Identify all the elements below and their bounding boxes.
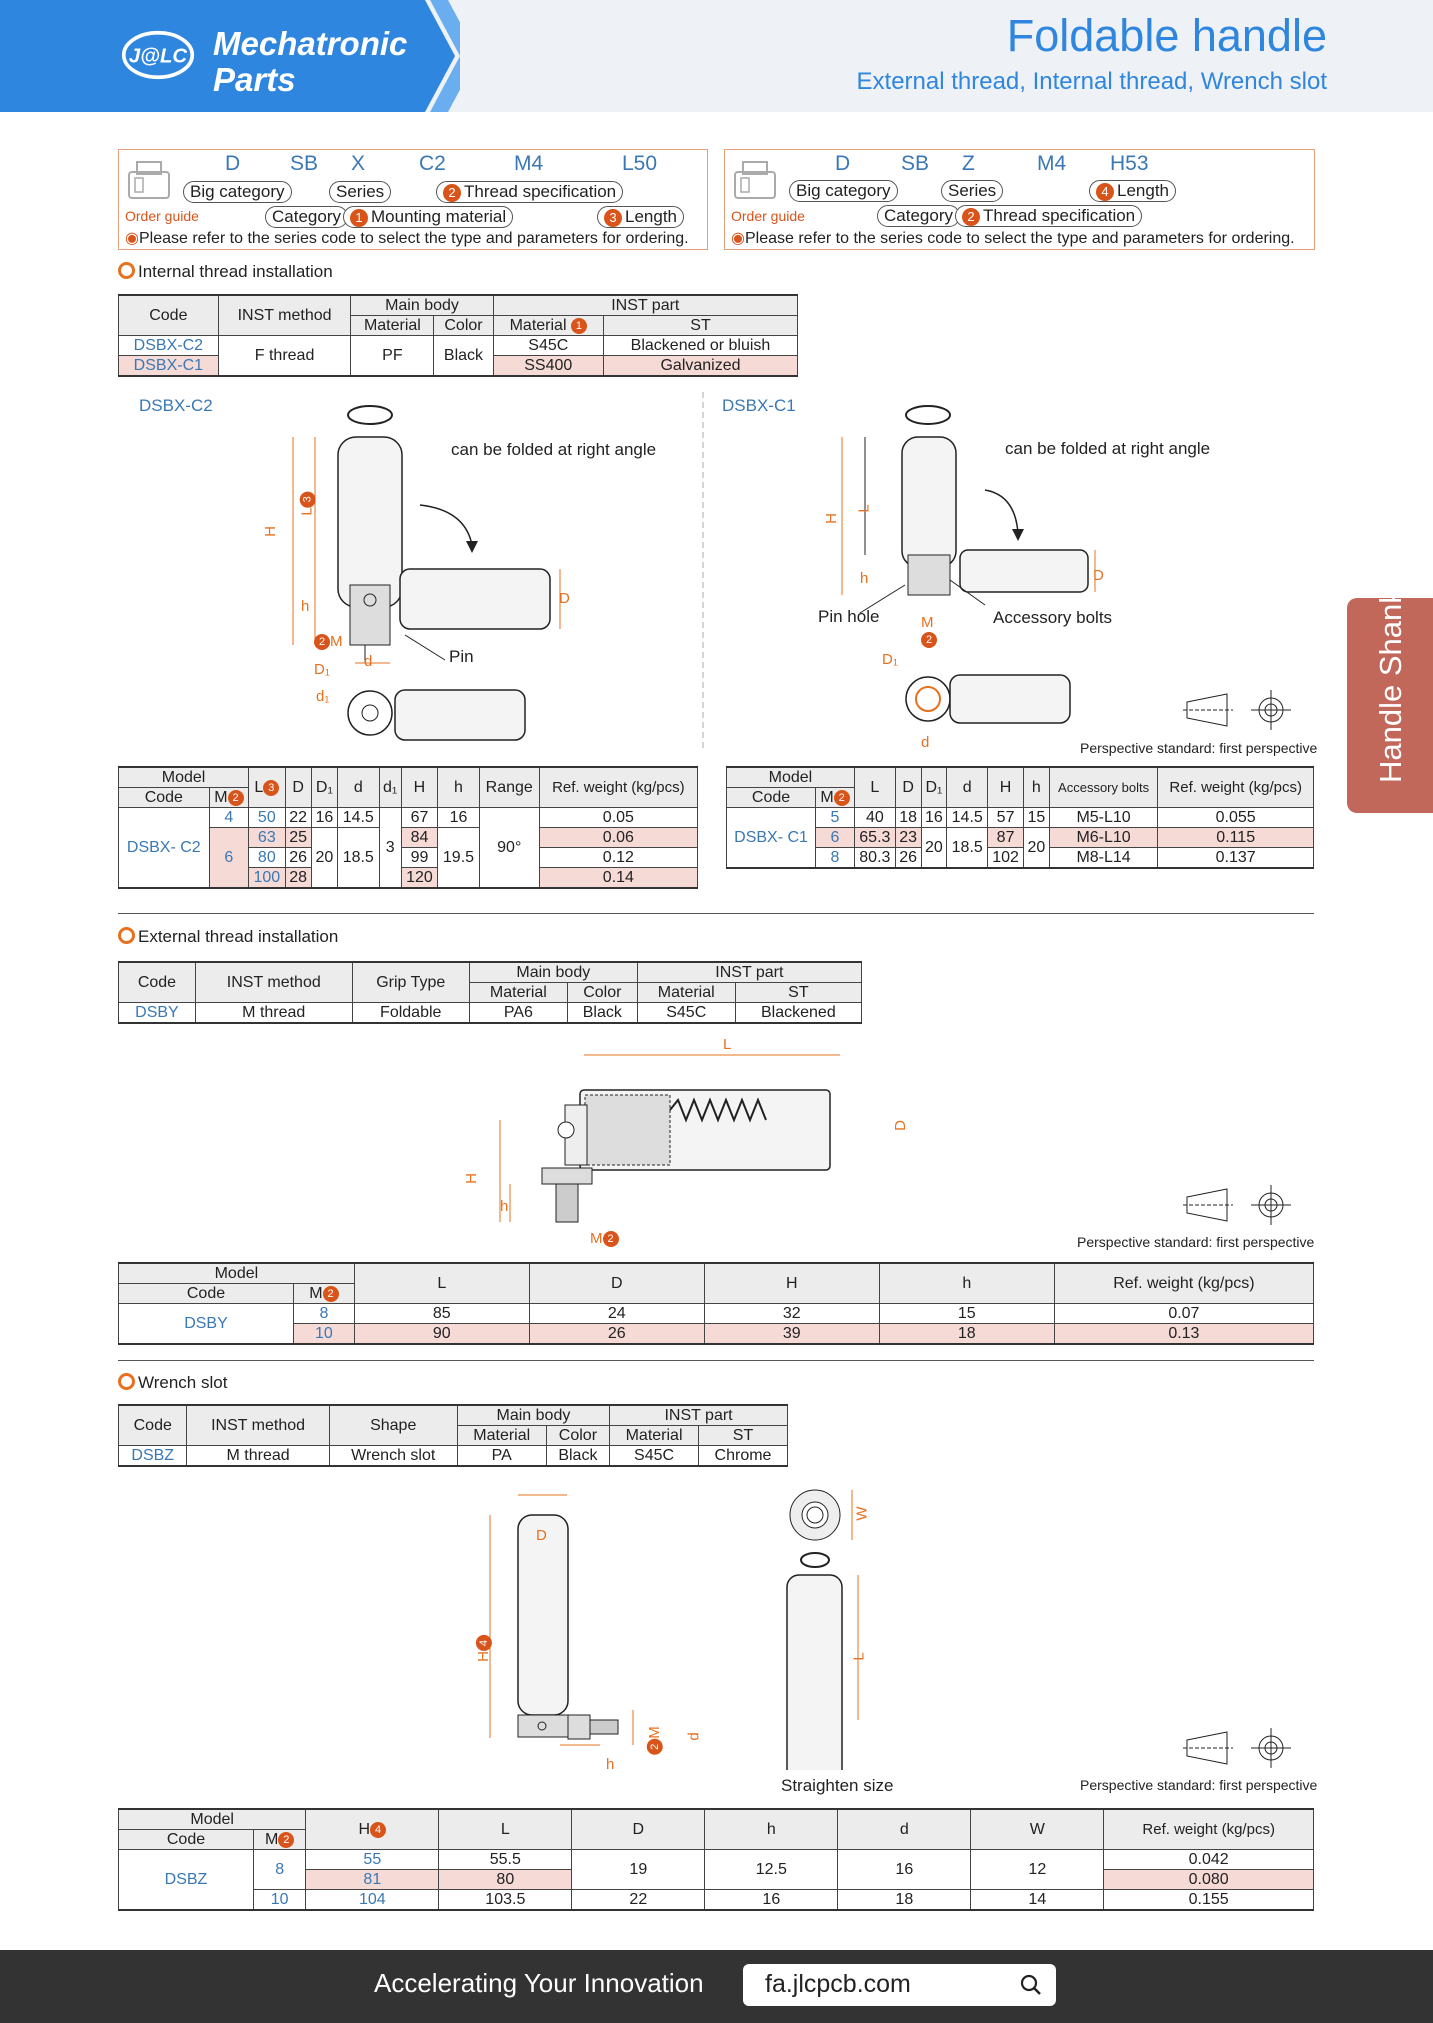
og2-code-d: D [835,152,851,175]
cell-D: 18 [895,808,921,828]
cell-d1: 3 [379,808,401,889]
og-code-d: D [225,152,241,175]
label-pin: Pin [449,647,474,666]
cell-inst: F thread [218,336,351,377]
og2-length: 4 Length [1089,180,1176,202]
cell-bolts: M6-L10 [1049,828,1158,848]
th-material2: Material [610,1426,699,1446]
th-h: h [438,767,480,808]
th-H: H [704,1263,879,1304]
th-d: d [947,767,988,808]
th-grip: Grip Type [352,962,469,1003]
og-code-l50: L50 [622,152,658,175]
og2-label: Order guide [731,208,805,224]
dim-D-dsby: D [891,1120,909,1131]
dim-D1-c1: D₁ [882,651,898,668]
cell-w: 0.137 [1158,848,1314,869]
th-L: L 3 [249,767,285,808]
projection-symbol-icon [1183,1728,1303,1768]
dim-h-dsby: h [500,1198,509,1215]
th-H: H [401,767,437,808]
cell-l: 80 [249,848,285,868]
section-wrench: Wrench slot [118,1373,227,1393]
th-m: M 2 [209,788,248,808]
cell-w: 0.115 [1158,828,1314,848]
cell-m: 8 [816,848,855,869]
dim-d-c2: d [364,653,373,670]
cell-l: 63 [249,828,285,848]
th-D1: D₁ [311,767,337,808]
th-D: D [572,1809,705,1850]
cell-grip: Foldable [352,1003,469,1024]
drawing-dsbx-c2 [260,395,590,755]
dim-h-dsbz: h [606,1756,615,1773]
cell-m: 10 [254,1890,306,1911]
th-weight: Ref. weight (kg/pcs) [1104,1809,1314,1850]
cell-w: 0.13 [1054,1324,1313,1345]
th-weight: Ref. weight (kg/pcs) [1054,1263,1313,1304]
cell-D1: 20 [921,828,947,869]
dim-W-dsbz: W [853,1506,871,1521]
cell-mat2: S45C [637,1003,735,1024]
section-external: External thread installation [118,927,338,947]
th-range: Range [479,767,539,808]
section-divider [118,1360,1314,1361]
cell-inst: M thread [195,1003,352,1024]
cell-mat2: S45C [493,336,603,356]
dsbx-c2-table [118,766,698,889]
th-material2: Material 1 [493,316,603,336]
footer-url-box[interactable] [743,1964,1056,2006]
side-tab-handle-shank[interactable] [1347,588,1433,813]
th-main: Main body [457,1405,609,1426]
th-m: M 2 [294,1284,355,1304]
og-num-3: 3 [604,209,622,227]
dim-D-c1: D [1093,567,1104,584]
cell-bolts: M8-L14 [1049,848,1158,869]
section-divider [118,913,1314,914]
cell-st: Galvanized [604,356,798,377]
cell-W: 14 [971,1890,1104,1911]
th-H: H [988,767,1024,808]
th-inst: INST method [187,1405,329,1446]
cell-h: 18 [879,1324,1054,1345]
th-bolts: Accessory bolts [1049,767,1158,808]
footer-url: fa.jlcpcb.com [765,1970,911,1998]
th-h: h [705,1809,838,1850]
dim-M-c2: 2 M [314,633,343,650]
cell-st: Blackened [735,1003,861,1024]
dim-L-dsby: L [723,1036,732,1053]
cell-w: 0.042 [1104,1850,1314,1870]
cell-L: 55.5 [439,1850,572,1870]
cell-m: 6 [816,828,855,848]
th-d: d [337,767,379,808]
th-main: Main body [469,962,637,983]
internal-spec-table [118,294,798,377]
dim-H-c1: H [822,513,840,524]
cell-H: 55 [306,1850,439,1870]
cell-L: 90 [354,1324,529,1345]
cell-D1: 16 [921,808,947,828]
cell-shape: Wrench slot [329,1446,457,1467]
cell-code: DSBZ [119,1446,187,1467]
og2-category: Category [877,205,960,227]
cell-H: 67 [401,808,437,828]
cell-l: 50 [249,808,285,828]
th-d: d [838,1809,971,1850]
perspective-note-3: Perspective standard: first perspective [1080,1777,1318,1793]
cell-material: PF [351,336,434,377]
cell-h: 15 [1024,808,1050,828]
th-m: M 2 [254,1830,306,1850]
dim-M-dsby: M 2 [590,1230,619,1247]
cell-H: 87 [988,828,1024,848]
cell-H: 81 [306,1870,439,1890]
cell-m: 8 [294,1304,355,1324]
cell-material: PA6 [469,1003,567,1024]
footer-slogan: Accelerating Your Innovation [374,1968,704,1998]
brand-line2: Parts [213,61,296,98]
cell-color: Black [567,1003,637,1024]
th-st: ST [604,316,798,336]
section-bullet-icon [118,262,135,279]
og-num-2: 2 [443,184,461,202]
th-h: h [1024,767,1050,808]
page-title: Foldable handle [1006,10,1327,61]
section-bullet-icon [118,1373,135,1390]
cell-code: DSBX- C1 [727,808,816,869]
cell-l: 100 [249,868,285,889]
cell-code: DSBZ [119,1850,254,1911]
cell-h: 16 [705,1890,838,1911]
search-icon[interactable] [1020,1974,1042,1996]
external-spec-table [118,961,862,1024]
th-H: H 4 [306,1809,439,1850]
fold-note-c1: can be folded at right angle [1005,439,1211,458]
caption-dsbx-c1: DSBX-C1 [722,396,796,415]
jlc-logo [118,30,198,80]
drawing-dsby [460,1050,840,1240]
fax-icon [125,158,175,204]
og-thread-spec: 2 Thread specification [436,181,623,203]
og2-code-m4: M4 [1037,152,1067,175]
cell-w: 0.06 [539,828,697,848]
dim-M-dsbz: 2M [646,1726,663,1755]
th-weight: Ref. weight (kg/pcs) [1158,767,1314,808]
og-series: Series [329,181,391,203]
cell-D: 26 [285,848,311,868]
th-material2: Material [637,983,735,1003]
cell-inst: M thread [187,1446,329,1467]
cell-m: 10 [294,1324,355,1345]
th-L: L [354,1263,529,1304]
cell-mat2: S45C [610,1446,699,1467]
og2-thread-spec: 2 Thread specification [955,205,1142,227]
og2-num-2: 2 [962,208,980,226]
cell-code: DSBX-C1 [119,356,219,377]
section-internal: Internal thread installation [118,262,333,282]
page-subtitle: External thread, Internal thread, Wrench slot [856,68,1327,95]
fax-icon [731,158,781,204]
order-guide-left [118,149,708,250]
cell-D: 23 [895,828,921,848]
label-pin-hole: Pin hole [818,607,880,626]
cell-d: 18.5 [337,828,379,889]
og2-num-4: 4 [1096,183,1114,201]
th-code: Code [119,788,210,808]
caption-dsbx-c2: DSBX-C2 [139,396,213,415]
th-code: Code [119,1405,187,1446]
dim-L-dsbz: L [850,1652,868,1661]
order-guide-right [724,149,1315,250]
og-label: Order guide [125,208,199,224]
dim-L-c1: L [855,504,873,513]
label-accessory-bolts: Accessory bolts [993,608,1113,627]
th-D: D [285,767,311,808]
th-m: M 2 [816,788,855,808]
cell-L: 65.3 [854,828,895,848]
cell-D: 26 [529,1324,704,1345]
th-st: ST [699,1426,788,1446]
cell-d: 14.5 [947,808,988,828]
th-D: D [529,1263,704,1304]
dsbz-table [118,1808,1314,1911]
cell-m: 6 [209,828,248,889]
dim-d-dsbz: d [685,1732,703,1741]
cell-m: 8 [254,1850,306,1890]
dim-D1-c2: D₁ [314,661,330,678]
cell-L: 40 [854,808,895,828]
cell-H: 99 [401,848,437,868]
dim-H-dsby: H [462,1173,480,1184]
cell-code: DSBX-C2 [119,336,219,356]
cell-D: 26 [895,848,921,869]
og2-code-z: Z [962,152,975,175]
th-inst: INST method [195,962,352,1003]
cell-L: 85 [354,1304,529,1324]
th-color: Color [546,1426,609,1446]
th-color: Color [434,316,493,336]
th-color: Color [567,983,637,1003]
svg-text:J@LC: J@LC [128,45,188,68]
cell-H: 39 [704,1324,879,1345]
dim-D-dsbz: D [536,1527,547,1544]
cell-L: 80 [439,1870,572,1890]
cell-h: 19.5 [438,828,480,889]
cell-h: 12.5 [705,1850,838,1890]
th-h: h [879,1263,1054,1304]
og2-big-category: Big category [789,180,898,202]
cell-m: 5 [816,808,855,828]
og-note: ◉Please refer to the series code to select the type and parameters for ordering. [125,230,689,247]
cell-w: 0.07 [1054,1304,1313,1324]
drawing-dsbz [470,1480,890,1770]
th-material: Material [469,983,567,1003]
th-D: D [895,767,921,808]
cell-st: Blackened or bluish [604,336,798,356]
cell-bolts: M5-L10 [1049,808,1158,828]
cell-H: 104 [306,1890,439,1911]
projection-symbol-icon [1183,690,1303,730]
cell-W: 12 [971,1850,1104,1890]
cell-st: Chrome [699,1446,788,1467]
dim-D-c2: D [559,590,570,607]
cell-D: 19 [572,1850,705,1890]
cell-D: 22 [572,1890,705,1911]
cell-D: 28 [285,868,311,889]
th-instpart: INST part [610,1405,788,1426]
straighten-size-label: Straighten size [781,1776,894,1795]
cell-mat2: SS400 [493,356,603,377]
cell-d: 18 [838,1890,971,1911]
th-model: Model [119,1809,306,1830]
og-code-sb: SB [290,152,319,175]
th-code: Code [119,295,219,336]
cell-material: PA [457,1446,546,1467]
cell-h: 15 [879,1304,1054,1324]
brand-name [213,26,407,98]
cell-w: 0.055 [1158,808,1314,828]
dim-H-dsbz: H4 [475,1635,492,1662]
th-model: Model [119,1263,355,1284]
perspective-note-2: Perspective standard: first perspective [1077,1234,1315,1250]
dim-H-c2: H [261,526,279,537]
th-code: Code [119,1830,254,1850]
dim-d1-c2: d₁ [316,688,330,705]
th-model: Model [727,767,855,788]
th-shape: Shape [329,1405,457,1446]
th-material: Material [457,1426,546,1446]
dim-d-c1: d [921,734,930,751]
og-num-1: 1 [350,209,368,227]
projection-symbol-icon [1183,1185,1303,1225]
dim-M-c1: M 2 [921,614,937,648]
og-code-x: X [351,152,366,175]
cell-h: 16 [438,808,480,828]
og-length: 3 Length [597,206,684,228]
th-D1: D₁ [921,767,947,808]
th-model: Model [119,767,249,788]
og2-note: ◉Please refer to the series code to select the type and parameters for ordering. [731,230,1295,247]
cell-D: 22 [285,808,311,828]
divider-line [701,392,705,752]
og-code-m4: M4 [514,152,544,175]
cell-range: 90° [479,808,539,889]
th-code: Code [119,962,196,1003]
th-code: Code [119,1284,294,1304]
th-instpart: INST part [637,962,861,983]
th-instpart: INST part [493,295,797,316]
section-bullet-icon [118,927,135,944]
og-mounting-material: 1 Mounting material [343,206,513,228]
side-tab-label: Handle Shank [1373,588,1408,783]
dim-L-c2: L3 [299,491,316,515]
dim-h-c1: h [860,570,869,587]
th-material: Material [351,316,434,336]
cell-d: 18.5 [947,828,988,869]
og2-series: Series [941,180,1003,202]
dim-h-c2: h [301,598,310,615]
cell-H: 32 [704,1304,879,1324]
og-big-category: Big category [183,181,292,203]
th-st: ST [735,983,861,1003]
cell-m: 4 [209,808,248,828]
cell-D1: 20 [311,828,337,889]
og-code-c2: C2 [419,152,446,175]
og2-code-sb: SB [901,152,930,175]
cell-L: 103.5 [439,1890,572,1911]
wrench-spec-table [118,1404,788,1467]
cell-code: DSBY [119,1304,294,1345]
cell-h: 20 [1024,828,1050,869]
cell-L: 80.3 [854,848,895,869]
cell-H: 84 [401,828,437,848]
cell-d: 16 [838,1850,971,1890]
cell-H: 102 [988,848,1024,869]
fold-note-c2: can be folded at right angle [451,440,657,459]
th-inst: INST method [218,295,351,336]
cell-code: DSBX- C2 [119,808,210,889]
cell-D: 25 [285,828,311,848]
brand-line1: Mechatronic [213,25,408,62]
cell-w: 0.05 [539,808,697,828]
th-code: Code [727,788,816,808]
dsbx-c1-table [726,766,1314,869]
th-L: L [854,767,895,808]
cell-D1: 16 [311,808,337,828]
th-L: L [439,1809,572,1850]
cell-d: 14.5 [337,808,379,828]
cell-color: Black [434,336,493,377]
dsby-table [118,1262,1314,1345]
th-W: W [971,1809,1104,1850]
cell-w: 0.155 [1104,1890,1314,1911]
cell-code: DSBY [119,1003,196,1024]
perspective-note-1: Perspective standard: first perspective [1080,740,1318,756]
cell-color: Black [546,1446,609,1467]
cell-w: 0.12 [539,848,697,868]
cell-H: 57 [988,808,1024,828]
th-d1: d₁ [379,767,401,808]
cell-w: 0.14 [539,868,697,889]
og-category: Category [265,206,348,228]
cell-H: 120 [401,868,437,889]
cell-D: 24 [529,1304,704,1324]
page-footer [0,1950,1433,2023]
cell-w: 0.080 [1104,1870,1314,1890]
og2-code-h53: H53 [1110,152,1149,175]
th-weight: Ref. weight (kg/pcs) [539,767,697,808]
th-main: Main body [351,295,493,316]
